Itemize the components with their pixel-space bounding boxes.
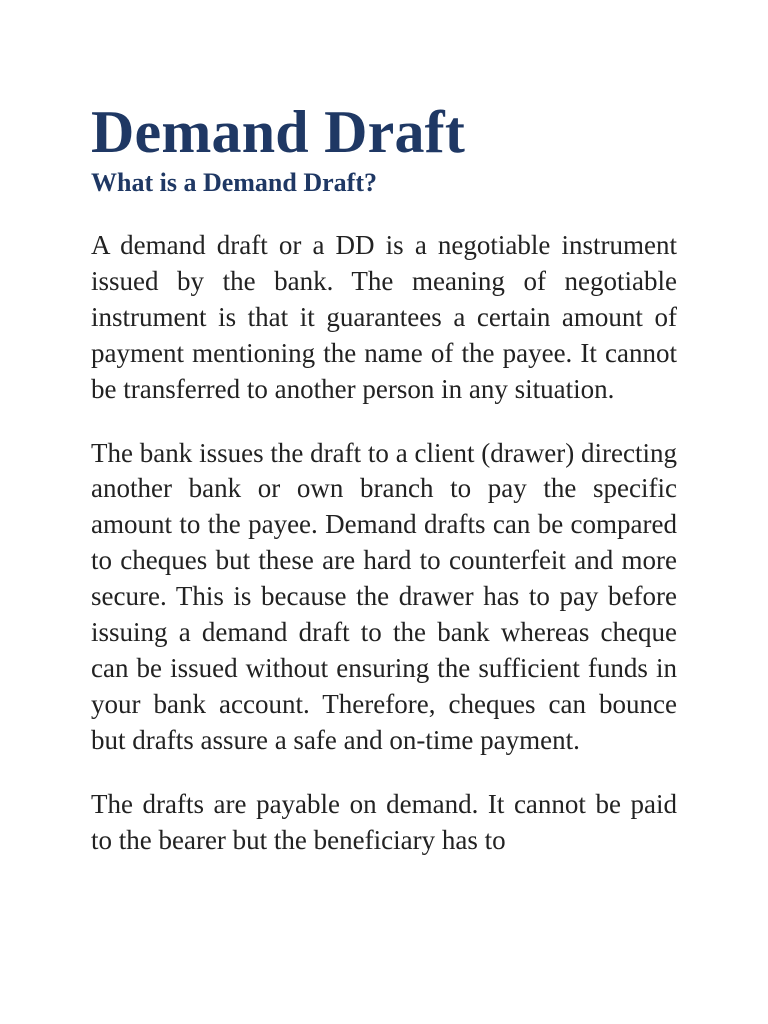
paragraph-3: The drafts are payable on demand. It cannot be paid to the bearer but the beneficiary has to	[91, 788, 677, 855]
document-page	[91, 96, 677, 859]
bottom-fade	[0, 954, 768, 1024]
document-title: Demand Draft	[91, 99, 466, 165]
paragraph-2: The bank issues the draft to a client (drawer) directing another bank or own branch to pay the specific amount to the payee. Demand drafts can be compared to cheques but these are hard to counterfeit and more secure. This is because the drawer has to pay before issuing a demand draft to the bank whereas cheque can be issued without ensuring the sufficient funds in your bank account. Therefore, cheques can bounce but drafts assure a safe and on-time payment.	[91, 437, 677, 755]
paragraph-1: A demand draft or a DD is a negotiable instrument issued by the bank. The meaning of negotiable instrument is that it guarantees a certain amount of payment mentioning the name of the payee. It cannot be transferred to another person in any situation.	[91, 230, 677, 404]
document-subtitle: What is a Demand Draft?	[91, 168, 377, 197]
